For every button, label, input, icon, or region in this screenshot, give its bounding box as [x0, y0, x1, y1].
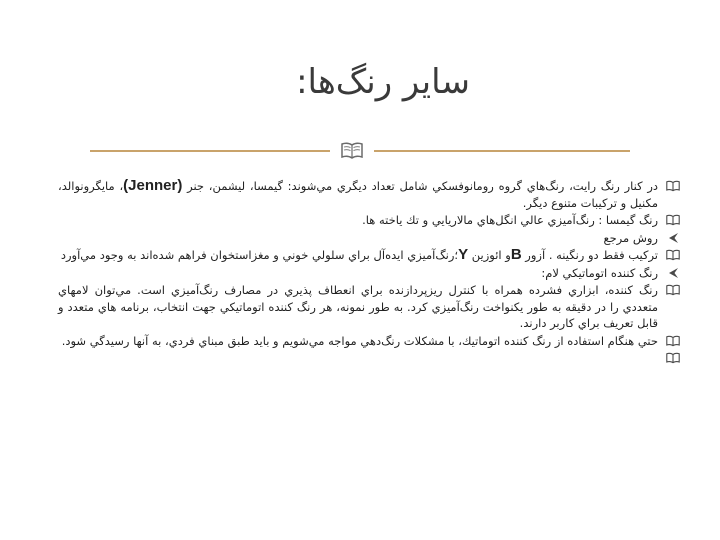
arrow-icon — [666, 267, 680, 279]
bullet-item — [58, 212, 680, 229]
bullet-text: در كنار رنگ رايت، رنگ‌هاي گروه رومانوفسكي شامل تعداد ديگري مي‌شوند: گيمسا، ليشمن، جنر — [182, 179, 658, 193]
bullet-item — [58, 282, 680, 332]
latin-term-b: B — [510, 246, 522, 263]
title-rule-left — [90, 150, 330, 152]
bullet-item — [58, 333, 680, 350]
bullet-text: رنگ كننده، ابزاري فشرده همراه با كنترل ريزپردازنده براي انعطاف پذيري در مصارف رنگ‌آميزي است. مي‌توان لامهاي متعددي را در دقيقه به طور يكنواخت رنگ‌آميزي كرد. به طور نمونه، هر رنگ كننده اتوماتيكي جهت انتخاب، برنامه هاي متعدد و قابل تعريف براي كاربر دارند. — [58, 283, 658, 330]
bullet-text: رنگ كننده اتوماتيكي لام: — [541, 265, 658, 280]
book-icon — [666, 180, 680, 192]
book-icon — [666, 352, 680, 364]
bullet-text: روش مرجع — [603, 230, 658, 245]
bullet-item-empty — [58, 350, 680, 367]
arrow-icon — [666, 232, 680, 244]
bullet-item — [58, 230, 680, 247]
book-icon — [666, 335, 680, 347]
bullet-list — [58, 178, 680, 367]
bullet-text-continued: ، مايگرونوالد، مكنيل و تركيبات متنوع ديگر. — [58, 179, 658, 210]
title-rule-right — [374, 150, 630, 152]
bullet-item — [58, 265, 680, 282]
latin-term-y: Y — [458, 246, 469, 263]
slide-title: ساير رنگ‌ها: — [296, 62, 470, 102]
bullet-text: تركيب فقط دو رنگينه . آزور — [521, 248, 658, 262]
bullet-text-middle: و ائوزين — [468, 248, 511, 262]
book-ornament-icon — [340, 140, 364, 162]
bullet-text: رنگ گيمسا : رنگ‌آميزي عالي انگل‌هاي مالاريايي و تك ياخته ها. — [362, 213, 658, 227]
bullet-item — [58, 247, 680, 264]
book-icon — [666, 249, 680, 261]
book-icon — [666, 284, 680, 296]
latin-term: (Jenner) — [123, 177, 183, 194]
bullet-item — [58, 178, 680, 211]
bullet-text-continued: ؛رنگ‌آميزي ايده‌آل براي سلولي خوني و مغزاستخوان فراهم شده‌اند به وجود مي‌آورد — [60, 248, 459, 262]
bullet-text: حتي هنگام استفاده از رنگ كننده اتوماتيك، با مشكلات رنگ‌دهي مواجه مي‌شويم و بايد طبق مبناي فردي، به آنها رسيدگي شود. — [61, 333, 658, 348]
book-icon — [666, 214, 680, 226]
